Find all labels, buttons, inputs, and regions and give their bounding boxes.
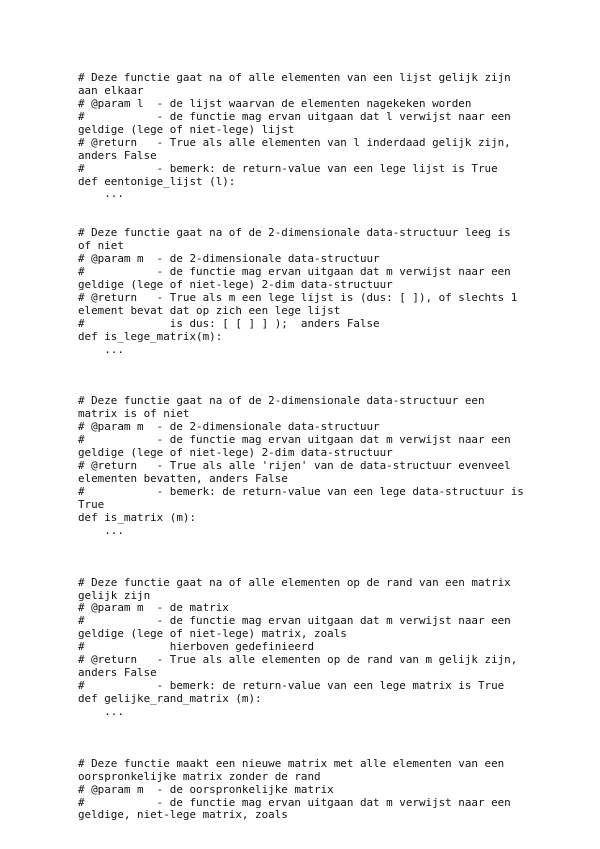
code-line: # - de functie mag ervan uitgaan dat m verwijst naar een: [78, 265, 511, 279]
code-line: # - bemerk: de return-value van een lege lijst is True: [78, 161, 498, 175]
code-line: def eentonige_lijst (l):: [78, 174, 236, 188]
code-line: # @return - True als alle elementen op de rand van m gelijk zijn,: [78, 653, 518, 667]
code-line: # - de functie mag ervan uitgaan dat m verwijst naar een: [78, 433, 511, 447]
code-line: def gelijke_rand_matrix (m):: [78, 692, 262, 705]
code-line: [78, 732, 578, 745]
code-line: # @return - True als alle 'rijen' van de data-structuur evenveel: [78, 459, 511, 473]
code-line: [78, 745, 578, 758]
code-line: # - bemerk: de return-value van een lege data-structuur is: [78, 485, 524, 498]
code-line: # Deze functie gaat na of alle elementen van een lijst gelijk zijn: [78, 71, 511, 84]
code-line: # @param m - de oorspronkelijke matrix: [78, 782, 334, 796]
code-line: # Deze functie maakt een nieuwe matrix met alle elementen van een: [78, 756, 505, 770]
code-line: ...: [78, 187, 124, 201]
code-listing: [78, 72, 578, 822]
code-line: # - de functie mag ervan uitgaan dat m verwijst naar een: [78, 614, 511, 628]
code-line: [78, 538, 578, 551]
code-line: # hierboven gedefinieerd: [78, 640, 315, 654]
code-line: matrix is of niet: [78, 407, 190, 421]
code-line: geldige (lege of niet-lege) matrix, zoals: [78, 627, 347, 641]
code-line: # is dus: [ [ ] ] ); anders False: [78, 316, 380, 330]
code-line: # @return - True als m een lege lijst is (dus: [ ]), of slechts 1: [78, 290, 518, 304]
code-line: True: [78, 497, 105, 511]
code-line: [78, 719, 578, 732]
code-line: # @param l - de lijst waarvan de elementen nagekeken worden: [78, 96, 472, 110]
code-line: def is_lege_matrix(m):: [78, 329, 223, 343]
code-line: of niet: [78, 239, 124, 253]
code-line: # @param m - de 2-dimensionale data-structuur: [78, 420, 380, 434]
code-line: # @return - True als alle elementen van l inderdaad gelijk zijn,: [78, 135, 511, 149]
code-line: # - de functie mag ervan uitgaan dat m verwijst naar een: [78, 795, 511, 809]
code-line: [78, 357, 578, 370]
code-line: [78, 201, 578, 214]
code-line: gelijk zijn: [78, 588, 151, 602]
code-line: oorspronkelijke matrix zonder de rand: [78, 769, 321, 783]
code-line: # Deze functie gaat na of alle elementen op de rand van een matrix: [78, 575, 511, 589]
code-line: ...: [78, 342, 124, 356]
code-line: aan elkaar: [78, 83, 144, 97]
code-line: [78, 370, 578, 383]
code-line: ...: [78, 704, 124, 718]
code-line: geldige (lege of niet-lege) lijst: [78, 122, 295, 136]
code-line: # Deze functie gaat na of de 2-dimensionale data-structuur een: [78, 394, 485, 408]
code-line: # @param m - de 2-dimensionale data-structuur: [78, 252, 380, 266]
code-line: [78, 551, 578, 564]
code-line: def is_matrix (m):: [78, 510, 197, 524]
code-line: geldige (lege of niet-lege) 2-dim data-structuur: [78, 278, 393, 291]
code-line: # Deze functie gaat na of de 2-dimensionale data-structuur leeg is: [78, 226, 511, 240]
code-line: ...: [78, 523, 124, 537]
code-line: element bevat dat op zich een lege lijst: [78, 303, 341, 317]
code-line: anders False: [78, 666, 157, 680]
code-line: [78, 564, 578, 577]
code-line: # - bemerk: de return-value van een lege matrix is True: [78, 679, 505, 693]
code-line: elementen bevatten, anders False: [78, 472, 288, 486]
code-line: # - de functie mag ervan uitgaan dat l verwijst naar een: [78, 109, 511, 123]
code-line: geldige (lege of niet-lege) 2-dim data-structuur: [78, 446, 393, 460]
code-line: geldige, niet-lege matrix, zoals: [78, 808, 288, 822]
code-line: anders False: [78, 148, 157, 162]
code-line: # @param m - de matrix: [78, 601, 229, 615]
